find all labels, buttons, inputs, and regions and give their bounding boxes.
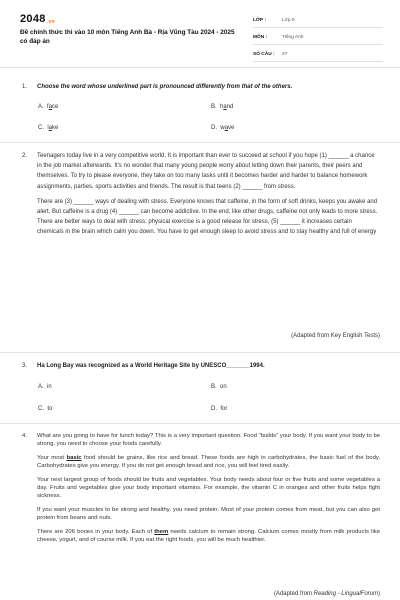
meta-row-class — [253, 14, 383, 28]
option-letter: D. — [211, 406, 217, 412]
passage-paragraph — [37, 197, 380, 238]
option-word-post: ve — [228, 125, 235, 131]
passage-text: Teenagers today live in a very competitive world. It is important than ever to succeed at school if you hope (1) — [37, 153, 329, 159]
option-letter: D. — [211, 125, 217, 131]
q1-option-d[interactable] — [211, 125, 234, 131]
option-word-underlined: a — [224, 125, 229, 131]
passage-text: a chance in the job market afterwards. It's no wonder that many young people worry about letting down their parents, their peers and themselves. To try to please everyone, they take on too many tasks until it becomes harder and harder to balance homework assignments, parties, sports activities and friends. The result is that teens (2) — [37, 153, 375, 190]
document-title: Đề chính thức thi vào 10 môn Tiếng Anh Bà - Rịa Vũng Tàu 2024 - 2025 có đáp án — [20, 29, 235, 45]
option-letter: B. — [211, 384, 217, 390]
passage-text: can become addictive. In the end, like other drugs, caffeine not only leads to more stress. There are better ways to deal with stress: physical exercise is a good release for stress, (5) — [37, 209, 378, 226]
meta-key: MÔN : — [253, 35, 268, 40]
question-prompt: Ha Long Bay was recognized as a World Heritage Site by UNESCO_______1994. — [37, 363, 265, 369]
q1-option-a[interactable] — [38, 104, 58, 110]
option-text: in — [47, 384, 52, 390]
passage-text: it increases certain chemicals in the brain which calm you down. You have to get enough sleep to avoid stress and to stay healthy and full of energy — [37, 219, 377, 236]
meta-row-subject — [253, 31, 383, 45]
source-title: Reading - LingualForum — [313, 591, 378, 597]
question-prompt: Choose the word whose underlined part is pronounced differently from that of the others. — [37, 84, 293, 90]
question-number: 4. — [22, 433, 27, 439]
passage-paragraph: What are you going to have for lunch today? This is a very important question. Food "builds" your body. If you want your body to be strong, you need to choose your foods carefully. — [37, 433, 380, 448]
meta-value: Tiếng Anh — [282, 35, 304, 40]
passage-text: There are (3) — [37, 198, 74, 205]
logo-text: 2048 — [20, 13, 46, 25]
answer-blank-3[interactable]: ______ — [73, 198, 94, 205]
passage-text: ways of dealing with stress. Everyone knows that caffeine, in the form of soft drinks, keeps you awake and alert. But caffeine is a drug (4) — [37, 198, 378, 216]
passage-paragraph — [37, 528, 380, 545]
meta-row-count — [253, 48, 383, 62]
option-letter: A. — [38, 384, 44, 390]
exam-meta-panel — [253, 14, 383, 65]
source-text: (Adapted from — [273, 591, 314, 597]
question-3 — [22, 361, 380, 371]
q3-option-c[interactable] — [38, 406, 52, 412]
option-word-post: ke — [52, 125, 59, 131]
option-word-underlined: a — [48, 125, 53, 131]
answer-blank-4[interactable]: ______ — [118, 209, 139, 216]
highlighted-word: basic — [66, 454, 82, 461]
meta-key: LỚP : — [253, 18, 267, 23]
header-divider — [0, 67, 400, 68]
source-text: ) — [378, 591, 380, 597]
option-letter: A. — [38, 104, 44, 110]
q1-option-c[interactable] — [38, 125, 58, 131]
option-text: to — [47, 406, 53, 412]
option-text: for — [220, 406, 228, 412]
question-4 — [22, 432, 380, 549]
option-word-underlined: a — [223, 104, 227, 110]
site-logo[interactable] — [20, 13, 55, 25]
option-text: on — [220, 384, 227, 390]
option-word-pre: w — [220, 125, 225, 131]
option-word-post: ce — [52, 104, 59, 110]
question-divider — [0, 142, 400, 143]
option-letter: C. — [38, 125, 44, 131]
question-1 — [22, 82, 380, 92]
q4-source — [22, 589, 380, 599]
answer-blank-5[interactable]: ______ — [280, 219, 301, 226]
passage-paragraph — [37, 151, 380, 192]
passage-paragraph — [37, 454, 380, 471]
q3-option-d[interactable] — [211, 406, 227, 412]
option-word-pre: h — [220, 104, 224, 110]
passage-text: Your most — [37, 454, 67, 461]
passage-text: There are 206 bones in your body. Each of — [37, 528, 155, 535]
option-letter: B. — [211, 104, 217, 110]
logo-tld: .vn — [46, 19, 55, 25]
question-divider — [0, 352, 400, 353]
option-word-post: nd — [226, 104, 234, 110]
question-number: 1. — [22, 84, 28, 90]
q1-option-b[interactable] — [211, 104, 233, 110]
question-divider — [0, 423, 400, 424]
meta-value: 27 — [282, 52, 288, 57]
meta-value: Lớp 9 — [282, 18, 295, 23]
passage-text: food should be grains, like rice and bread. These foods are high in carbohydrates, the basic fuel of the body. Carbohydrates give you energy. If you do not get enough bread and rice, you will feel tired easily. — [37, 454, 380, 470]
meta-key: SỐ CÂU : — [253, 52, 275, 57]
option-word-pre: f — [47, 104, 49, 110]
question-passage — [37, 151, 380, 238]
option-word-underlined: a — [48, 104, 53, 110]
passage-text: from stress. — [262, 183, 296, 190]
question-number: 3. — [22, 363, 28, 369]
option-word-pre: l — [47, 125, 49, 131]
q3-option-b[interactable] — [211, 384, 227, 390]
passage-paragraph: Your next largest group of foods should be fruits and vegetables. Your body needs about four or five fruits and some vegetables a day. Fruits and vegetables give your body important vitamins. For example, the vitamin C in oranges and other fruits helps fight sickness. — [37, 476, 380, 500]
q3-option-a[interactable] — [38, 384, 52, 390]
question-number: 2. — [22, 153, 28, 159]
answer-blank-1[interactable]: ______ — [328, 153, 349, 159]
answer-blank-2[interactable]: ______ — [242, 183, 263, 190]
highlighted-word: them — [154, 528, 169, 535]
option-letter: C. — [38, 406, 44, 412]
question-passage — [37, 432, 380, 544]
passage-text: needs calcium to remain strong. Calcium comes mostly from milk products like cheese, yogurt, and of course milk. If you eat the right foods, you will be much healthier. — [37, 528, 380, 544]
question-2 — [22, 151, 380, 243]
passage-paragraph: If you want your muscles to be strong and healthy, you need protein. Most of your protein comes from meat, but you can also get protein from beans and nuts. — [37, 506, 380, 522]
q2-source: (Adapted from Key English Tests) — [291, 333, 380, 339]
